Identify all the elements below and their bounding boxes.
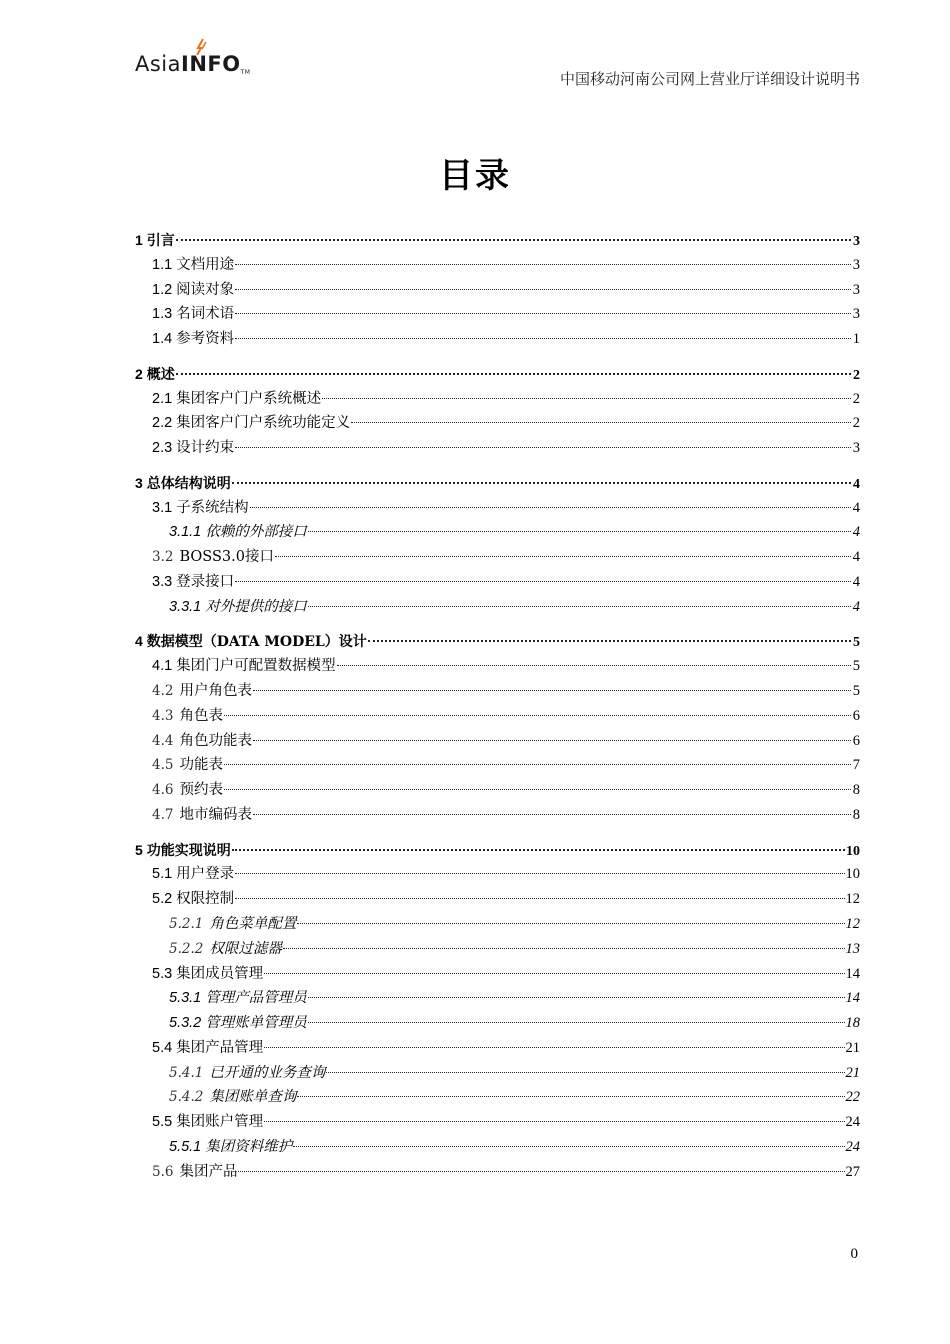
toc-entry-number: 5.3	[152, 965, 173, 982]
logo-wordmark	[135, 52, 250, 76]
toc-dot-leader	[235, 898, 844, 899]
toc-entry-number: 5.5	[152, 1114, 173, 1131]
toc-entry[interactable]	[135, 496, 860, 521]
toc-entry-title: 总体结构说明	[146, 475, 231, 492]
toc-entry-number: 5.3.2	[169, 1015, 202, 1032]
toc-entry[interactable]	[135, 1110, 860, 1135]
toc-dot-leader	[326, 1072, 844, 1073]
toc-entry[interactable]	[135, 570, 860, 595]
toc-entry-number: 2	[135, 365, 143, 382]
toc-entry-page: 3	[852, 306, 860, 323]
toc-entry-page: 3	[852, 256, 860, 273]
page-title: 目录	[439, 156, 511, 196]
toc-entry-number: 5.2.1	[169, 915, 204, 932]
toc-entry-title: 集团门户可配置数据模型	[176, 658, 336, 675]
toc-entry-number: 4.6	[152, 782, 174, 799]
toc-entry-page: 4	[852, 573, 860, 590]
toc-entry[interactable]	[135, 729, 860, 754]
toc-entry-number: 1.2	[152, 281, 173, 298]
toc-dot-leader	[250, 507, 851, 508]
toc-entry-number: 3.1.1	[169, 524, 202, 541]
toc-dot-leader	[308, 997, 845, 998]
toc-entry[interactable]	[135, 1085, 860, 1110]
toc-entry-page: 10	[846, 843, 860, 859]
toc-entry-page: 5	[853, 635, 860, 651]
toc-entry-page: 12	[845, 915, 860, 932]
toc-entry-title: 权限控制	[176, 891, 235, 908]
toc-entry-number: 2.2	[152, 415, 173, 432]
toc-entry-title: 管理产品管理员	[205, 990, 307, 1007]
toc-dot-leader	[322, 398, 851, 399]
toc-entry-number: 5	[135, 841, 143, 858]
toc-entry[interactable]	[135, 302, 860, 327]
asiainfo-logo	[135, 38, 285, 78]
toc-entry-title: 参考资料	[176, 331, 235, 348]
toc-entry-number: 1	[135, 232, 143, 248]
toc-entry-number: 5.3.1	[169, 990, 202, 1007]
toc-entry-title: 用户登录	[176, 866, 235, 883]
toc-entry-title: 设计约束	[176, 440, 235, 457]
toc-entry-number: 4	[135, 633, 143, 650]
toc-entry-title: BOSS3.0接口	[179, 549, 274, 566]
toc-entry[interactable]	[135, 629, 860, 654]
toc-entry-page: 24	[845, 1114, 860, 1131]
toc-entry-title: 引言	[146, 233, 175, 249]
toc-entry[interactable]	[135, 753, 860, 778]
toc-entry-title: 集团客户门户系统功能定义	[176, 415, 351, 432]
toc-dot-leader	[264, 1121, 844, 1122]
toc-entry-page: 6	[852, 707, 860, 724]
header-document-title: 中国移动河南公司网上营业厅详细设计说明书	[559, 70, 860, 88]
toc-entry-number: 3.1	[152, 499, 173, 516]
toc-dot-leader	[308, 1022, 845, 1023]
toc-dot-leader	[235, 447, 851, 448]
toc-entry-page: 7	[852, 757, 860, 774]
toc-entry[interactable]	[135, 520, 860, 545]
toc-entry[interactable]	[135, 887, 860, 912]
toc-entry-page: 14	[845, 990, 860, 1007]
toc-entry-page: 24	[845, 1139, 860, 1156]
toc-entry-title: 地市编码表	[179, 806, 252, 823]
toc-entry[interactable]	[135, 436, 860, 461]
toc-entry-number: 3	[135, 474, 143, 491]
toc-entry-title: 管理账单管理员	[205, 1015, 307, 1032]
toc-entry[interactable]	[135, 704, 860, 729]
toc-dot-leader	[297, 923, 844, 924]
toc-entry[interactable]	[135, 778, 860, 803]
toc-dot-leader	[235, 338, 851, 339]
toc-entry-page: 4	[853, 476, 860, 492]
toc-dot-leader	[368, 640, 851, 642]
toc-entry-page: 13	[845, 940, 860, 957]
toc-dot-leader	[275, 556, 851, 557]
toc-entry-title: 角色表	[179, 707, 223, 724]
logo-text-bold: INFO	[181, 52, 241, 76]
toc-entry[interactable]	[135, 595, 860, 620]
toc-dot-leader	[297, 1096, 844, 1097]
toc-entry-number: 5.6	[152, 1163, 174, 1180]
toc-entry[interactable]	[135, 1135, 860, 1160]
toc-entry-title: 集团客户门户系统概述	[176, 390, 322, 407]
toc-entry-title: 子系统结构	[176, 499, 249, 516]
toc-entry[interactable]	[135, 962, 860, 987]
toc-entry-title: 已开通的业务查询	[209, 1064, 326, 1081]
toc-dot-leader	[253, 690, 851, 691]
toc-entry-title: 集团账单查询	[209, 1089, 297, 1106]
toc-dot-leader	[176, 239, 851, 241]
toc-entry-page: 5	[852, 658, 860, 675]
toc-dot-leader	[224, 715, 851, 716]
toc-dot-leader	[235, 873, 844, 874]
toc-entry[interactable]	[135, 327, 860, 352]
toc-entry-page: 4	[852, 598, 860, 615]
toc-dot-leader	[238, 1171, 844, 1172]
toc-entry-title: 集团账户管理	[176, 1114, 264, 1131]
toc-entry[interactable]	[135, 253, 860, 278]
toc-entry-page: 4	[852, 549, 860, 566]
toc-entry-number: 4.2	[152, 682, 174, 699]
toc-entry-title: 依赖的外部接口	[205, 524, 307, 541]
toc-dot-leader	[264, 973, 844, 974]
toc-dot-leader	[224, 789, 851, 790]
toc-entry-title: 权限过滤器	[209, 940, 282, 957]
toc-entry-number: 1.4	[152, 331, 173, 348]
logo-trademark: TM	[240, 69, 251, 76]
toc-entry-title: 数据模型（DATA MODEL）设计	[146, 634, 367, 651]
toc-entry[interactable]	[135, 838, 860, 863]
toc-entry-title: 集团产品管理	[176, 1039, 264, 1056]
toc-entry-title: 集团成员管理	[176, 965, 264, 982]
toc-entry-number: 4.5	[152, 757, 174, 774]
toc-entry-page: 12	[845, 891, 860, 908]
toc-dot-leader	[232, 482, 851, 484]
toc-dot-leader	[264, 1047, 844, 1048]
toc-entry[interactable]	[135, 862, 860, 887]
toc-entry[interactable]	[135, 228, 860, 253]
toc-entry[interactable]	[135, 278, 860, 303]
toc-entry-page: 21	[845, 1064, 860, 1081]
toc-entry[interactable]	[135, 1036, 860, 1061]
toc-entry-title: 阅读对象	[176, 281, 235, 298]
toc-entry-page: 5	[852, 682, 860, 699]
toc-entry-title: 功能实现说明	[146, 842, 231, 859]
toc-entry-number: 4.3	[152, 707, 174, 724]
toc-entry-page: 3	[852, 440, 860, 457]
toc-entry-number: 4.7	[152, 806, 174, 823]
toc-entry-page: 4	[852, 499, 860, 516]
toc-entry-number: 3.3	[152, 573, 173, 590]
toc-entry[interactable]	[135, 986, 860, 1011]
toc-dot-leader	[351, 422, 851, 423]
toc-entry-number: 3.2	[152, 549, 174, 566]
toc-entry-page: 27	[845, 1163, 860, 1180]
toc-entry[interactable]	[135, 387, 860, 412]
toc-entry[interactable]	[135, 362, 860, 387]
toc-entry-number: 4.1	[152, 658, 173, 675]
toc-entry-number: 1.1	[152, 256, 173, 273]
toc-dot-leader	[253, 814, 851, 815]
table-of-contents	[135, 228, 860, 1185]
toc-entry[interactable]	[135, 654, 860, 679]
toc-entry-page: 21	[845, 1039, 860, 1056]
toc-entry-number: 2.3	[152, 440, 173, 457]
footer-page-number: 0	[850, 1246, 858, 1262]
toc-entry-page: 8	[852, 782, 860, 799]
toc-entry-title: 集团产品	[179, 1163, 238, 1180]
toc-entry[interactable]	[135, 411, 860, 436]
toc-entry[interactable]	[135, 912, 860, 937]
toc-dot-leader	[235, 581, 851, 582]
toc-entry-page: 3	[853, 234, 860, 249]
toc-entry-page: 22	[845, 1089, 860, 1106]
toc-entry-number: 5.2	[152, 891, 173, 908]
toc-entry-page: 2	[852, 390, 860, 407]
toc-entry-number: 5.2.2	[169, 940, 204, 957]
toc-dot-leader	[283, 948, 845, 949]
toc-dot-leader	[176, 373, 851, 375]
toc-entry-page: 2	[853, 367, 860, 383]
toc-entry-page: 3	[852, 281, 860, 298]
toc-entry-page: 14	[845, 965, 860, 982]
toc-entry[interactable]	[135, 471, 860, 496]
toc-dot-leader	[235, 313, 851, 314]
toc-entry-page: 2	[852, 415, 860, 432]
toc-entry[interactable]	[135, 1061, 860, 1086]
logo-text-light: Asia	[135, 52, 182, 76]
toc-entry-title: 预约表	[179, 782, 223, 799]
toc-entry-title: 登录接口	[176, 573, 235, 590]
toc-entry-title: 角色菜单配置	[209, 915, 297, 932]
toc-entry-page: 4	[852, 524, 860, 541]
toc-entry-title: 文档用途	[176, 256, 235, 273]
toc-dot-leader	[232, 849, 845, 851]
toc-entry-page: 1	[852, 331, 860, 348]
toc-entry-title: 角色功能表	[179, 732, 252, 749]
toc-entry-number: 5.5.1	[169, 1139, 202, 1156]
toc-entry-number: 5.4.1	[169, 1064, 204, 1081]
toc-dot-leader	[235, 289, 851, 290]
toc-entry[interactable]	[135, 937, 860, 962]
toc-entry-number: 5.1	[152, 866, 173, 883]
toc-entry[interactable]	[135, 1160, 860, 1185]
toc-dot-leader	[224, 764, 851, 765]
toc-entry-number: 2.1	[152, 390, 173, 407]
toc-entry-title: 对外提供的接口	[205, 598, 307, 615]
toc-entry[interactable]	[135, 803, 860, 828]
toc-entry-title: 用户角色表	[179, 682, 252, 699]
toc-dot-leader	[293, 1146, 844, 1147]
toc-entry-number: 4.4	[152, 732, 174, 749]
toc-entry-number: 1.3	[152, 306, 173, 323]
toc-entry-title: 概述	[146, 366, 175, 383]
toc-dot-leader	[308, 531, 851, 532]
toc-dot-leader	[308, 606, 851, 607]
toc-entry-title: 功能表	[179, 757, 223, 774]
toc-dot-leader	[235, 264, 851, 265]
toc-entry[interactable]	[135, 679, 860, 704]
toc-entry[interactable]	[135, 545, 860, 570]
toc-entry-page: 8	[852, 806, 860, 823]
toc-entry-title: 集团资料维护	[205, 1139, 293, 1156]
toc-entry-page: 18	[845, 1015, 860, 1032]
toc-entry-number: 5.4.2	[169, 1089, 204, 1106]
toc-entry-number: 3.3.1	[169, 598, 202, 615]
toc-entry-number: 5.4	[152, 1039, 173, 1056]
toc-entry-page: 6	[852, 732, 860, 749]
toc-entry-page: 10	[845, 866, 860, 883]
toc-entry[interactable]	[135, 1011, 860, 1036]
toc-dot-leader	[337, 665, 851, 666]
toc-dot-leader	[253, 740, 851, 741]
toc-entry-title: 名词术语	[176, 306, 235, 323]
